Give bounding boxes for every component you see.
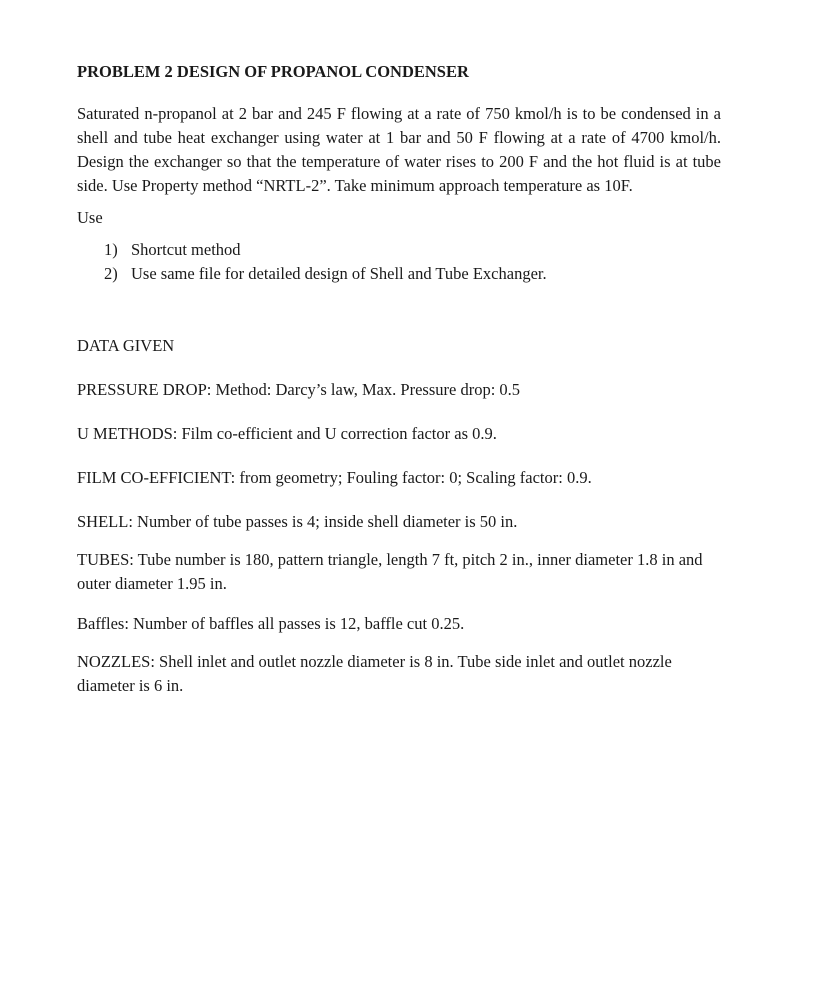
document-page [77, 60, 721, 718]
list-item [104, 238, 721, 262]
list-item-text: Use same file for detailed design of Shell and Tube Exchanger. [131, 264, 547, 283]
tubes-text: TUBES: Tube number is 180, pattern triangle, length 7 ft, pitch 2 in., inner diameter 1.8 in and outer diameter 1.95 in. [77, 550, 703, 593]
list-item-text: Shortcut method [131, 240, 241, 259]
list-item-number: 2) [104, 264, 118, 283]
list-item [104, 262, 721, 286]
u-methods-text: U METHODS: Film co-efficient and U correction factor as 0.9. [77, 424, 497, 443]
list-item-number: 1) [104, 240, 118, 259]
data-given-heading: DATA GIVEN [77, 336, 175, 355]
pressure-drop-text: PRESSURE DROP: Method: Darcy’s law, Max. Pressure drop: 0.5 [77, 380, 521, 399]
baffles-text: Baffles: Number of baffles all passes is 12, baffle cut 0.25. [77, 614, 465, 633]
nozzles-text: NOZZLES: Shell inlet and outlet nozzle diameter is 8 in. Tube side inlet and outlet nozzle diameter is 6 in. [77, 652, 672, 695]
use-label: Use [77, 208, 103, 227]
shell-text: SHELL: Number of tube passes is 4; inside shell diameter is 50 in. [77, 512, 518, 531]
problem-title: PROBLEM 2 DESIGN OF PROPANOL CONDENSER [77, 62, 469, 81]
problem-statement: Saturated n-propanol at 2 bar and 245 F flowing at a rate of 750 kmol/h is to be condensed in a shell and tube heat exchanger using water at 1 bar and 50 F flowing at a rate of 4700 kmol/h. Design the exchanger so that the temperature of water rises to 200 F and the hot fluid is at tube side. Use Property method “NRTL-2”. Take minimum approach temperature as 10F. [77, 104, 721, 195]
steps-list [77, 238, 721, 286]
film-coefficient-text: FILM CO-EFFICIENT: from geometry; Fouling factor: 0; Scaling factor: 0.9. [77, 468, 592, 487]
